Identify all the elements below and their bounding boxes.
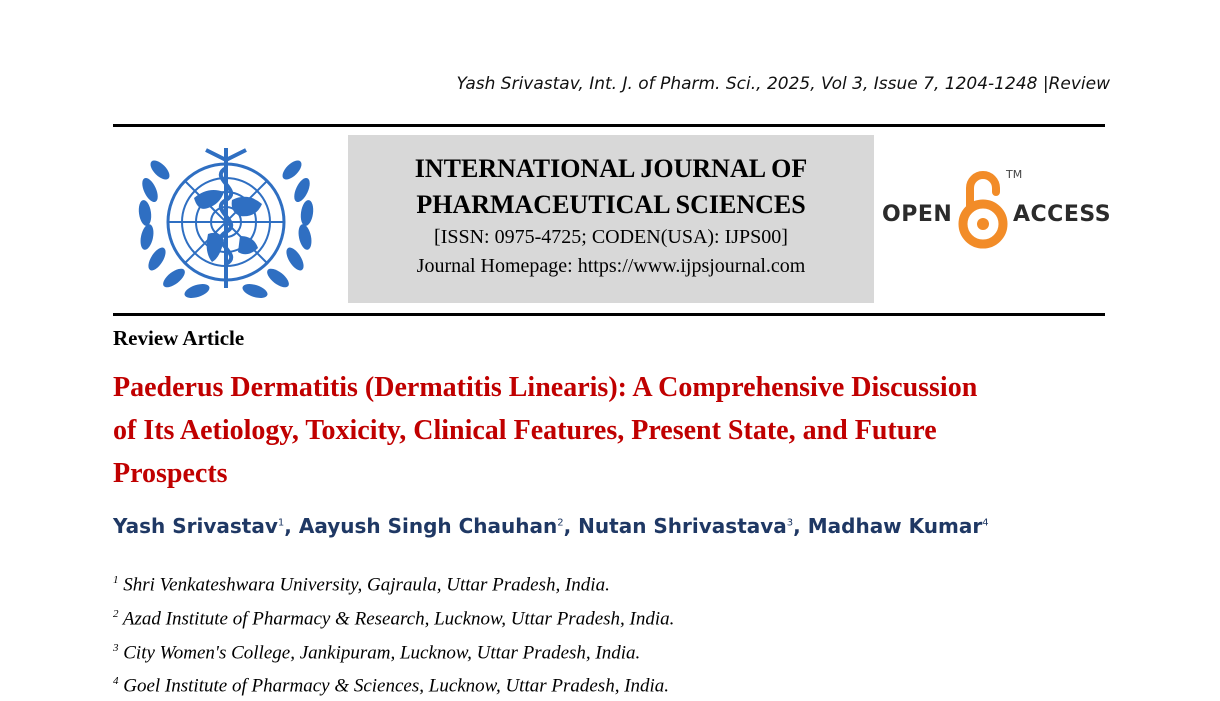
running-header: Yash Srivastav, Int. J. of Pharm. Sci., 2025, Vol 3, Issue 7, 1204-1248 |Review bbox=[456, 74, 1110, 94]
article-title-line1: Paederus Dermatitis (Dermatitis Linearis): A Comprehensive Discussion bbox=[113, 372, 978, 403]
affiliation-item bbox=[113, 634, 674, 668]
author-name[interactable]: Nutan Shrivastava bbox=[578, 514, 787, 538]
header-rule-top bbox=[113, 124, 1105, 127]
affiliation-number: 3 bbox=[113, 641, 119, 654]
author-list: Yash Srivastav$^1$, Aayush Singh Chauhan$^2$, Nutan Shrivastava$^3$, Madhaw Kumar$^4$ bbox=[113, 514, 989, 538]
header-rule-bottom bbox=[113, 313, 1105, 316]
affiliation-text: Goel Institute of Pharmacy & Sciences, Lucknow, Uttar Pradesh, India. bbox=[123, 675, 670, 697]
open-access-logo bbox=[880, 166, 1112, 250]
author-affiliation-marker: 1 bbox=[277, 517, 285, 529]
affiliation-number: 1 bbox=[113, 574, 119, 586]
open-access-open: OPEN bbox=[882, 202, 953, 227]
author-name[interactable]: Madhaw Kumar bbox=[807, 514, 983, 538]
article-title bbox=[113, 366, 1113, 495]
affiliation-item bbox=[113, 600, 674, 634]
article-type: Review Article bbox=[113, 326, 245, 350]
author-name[interactable]: Aayush Singh Chauhan bbox=[298, 514, 558, 538]
open-access-access: ACCESS bbox=[1013, 202, 1112, 227]
journal-homepage[interactable]: Journal Homepage: https://www.ijpsjournal.com bbox=[416, 255, 806, 277]
open-access-lock-icon bbox=[956, 166, 1010, 250]
affiliation-item bbox=[113, 566, 674, 600]
affiliation-item bbox=[113, 667, 674, 701]
affiliation-text: Azad Institute of Pharmacy & Research, Lucknow, Uttar Pradesh, India. bbox=[122, 608, 675, 630]
affiliation-number: 2 bbox=[113, 607, 119, 620]
article-title-line2: of Its Aetiology, Toxicity, Clinical Features, Present State, and Future bbox=[113, 415, 937, 446]
journal-issn: [ISSN: 0975-4725; CODEN(USA): IJPS00] bbox=[434, 226, 788, 248]
open-access-trademark: TM bbox=[1006, 168, 1023, 181]
author-name[interactable]: Yash Srivastav bbox=[113, 514, 278, 538]
author-affiliation-marker: 4 bbox=[982, 517, 989, 529]
affiliation-text: Shri Venkateshwara University, Gajraula, Uttar Pradesh, India. bbox=[123, 574, 610, 596]
journal-title-line2: PHARMACEUTICAL SCIENCES bbox=[416, 190, 806, 219]
journal-banner bbox=[348, 135, 874, 303]
affiliation-list bbox=[113, 566, 674, 701]
journal-title-line1: INTERNATIONAL JOURNAL OF bbox=[414, 154, 808, 183]
author-affiliation-marker: 2 bbox=[557, 517, 564, 529]
affiliation-text: City Women's College, Jankipuram, Lucknow, Uttar Pradesh, India. bbox=[123, 641, 641, 663]
author-affiliation-marker: 3 bbox=[786, 517, 794, 529]
article-title-line3: Prospects bbox=[113, 458, 228, 489]
affiliation-number: 4 bbox=[113, 675, 119, 688]
un-emblem-icon bbox=[124, 138, 328, 308]
